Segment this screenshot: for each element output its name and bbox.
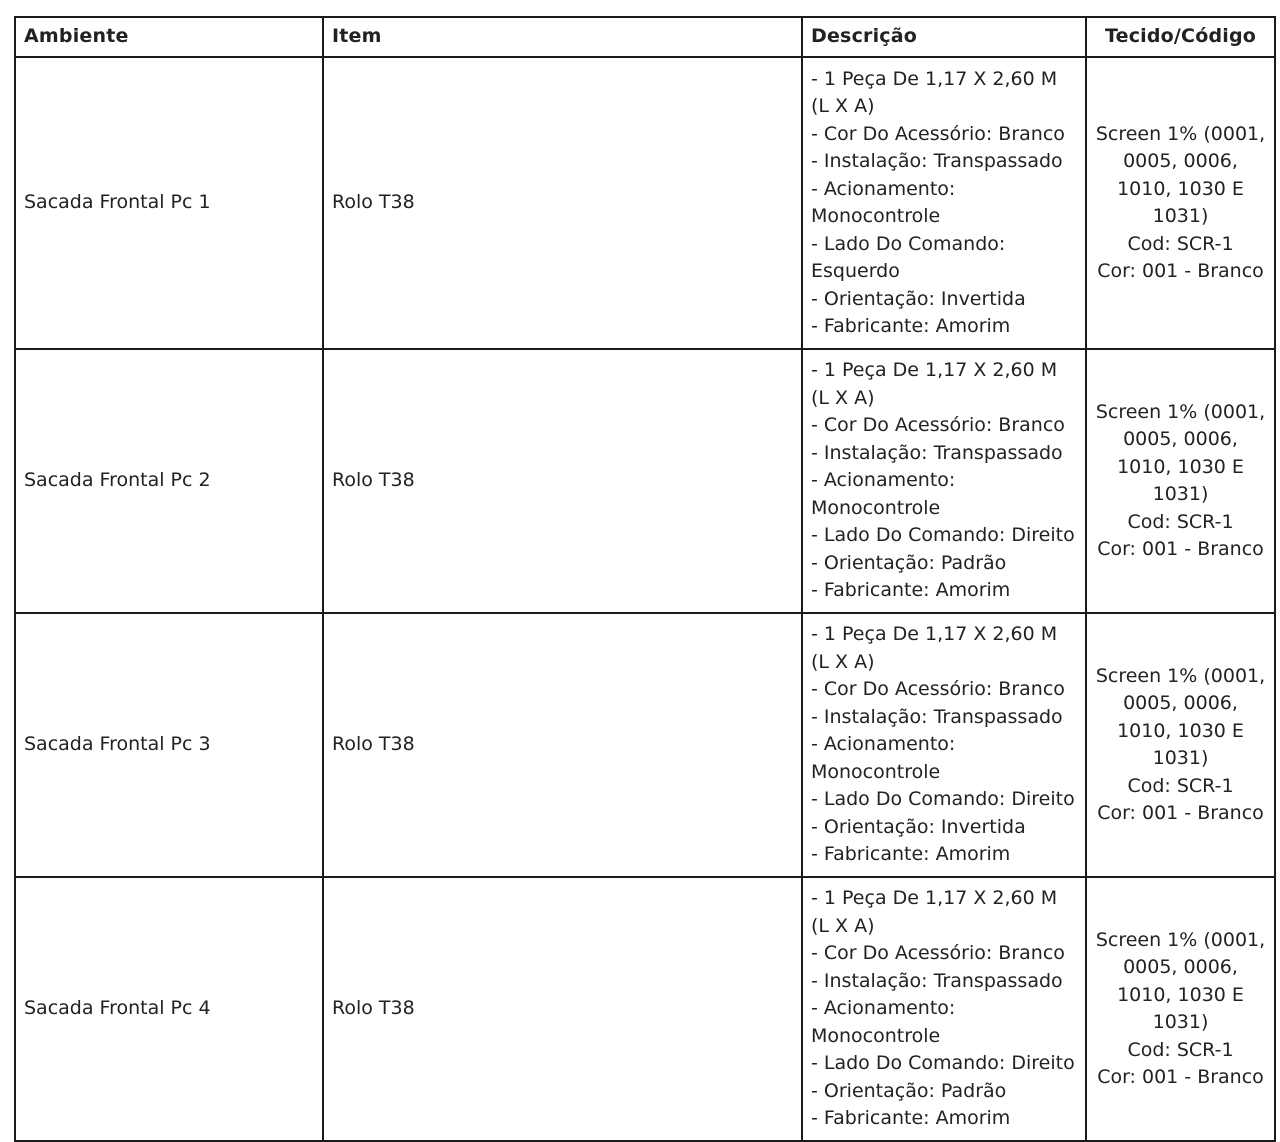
header-item: Item [323, 17, 802, 57]
fabric-color: Cor: 001 - Branco [1097, 802, 1264, 824]
description-list [811, 357, 1077, 605]
header-ambiente: Ambiente [15, 17, 323, 57]
description-line: - Acionamento: Monocontrole [811, 469, 956, 519]
cell-ambiente: Sacada Frontal Pc 2 [15, 349, 323, 613]
cell-descricao [802, 613, 1086, 877]
description-line: - Fabricante: Amorim [811, 315, 1011, 337]
description-list [811, 66, 1077, 341]
fabric-color: Cor: 001 - Branco [1097, 1066, 1264, 1088]
description-line: - Cor Do Acessório: Branco [811, 414, 1065, 437]
description-line: - 1 Peça De 1,17 X 2,60 M (L X A) [811, 67, 1058, 117]
table-row [15, 877, 1275, 1141]
description-line: - Instalação: Transpassado [811, 441, 1063, 464]
cell-tecido-codigo [1086, 349, 1275, 613]
fabric-name: Screen 1% (0001, 0005, 0006, 1010, 1030 E 1031) [1095, 928, 1266, 1033]
cell-ambiente: Sacada Frontal Pc 1 [15, 57, 323, 349]
cell-item: Rolo T38 [323, 57, 802, 349]
cell-tecido-codigo [1086, 613, 1275, 877]
description-line: - Lado Do Comando: Direito [811, 1052, 1075, 1075]
fabric-color: Cor: 001 - Branco [1097, 538, 1264, 560]
description-line: - Orientação: Padrão [811, 551, 1007, 574]
description-line: - Fabricante: Amorim [811, 579, 1011, 602]
fabric-code: Cod: SCR-1 [1127, 1038, 1234, 1061]
description-line: - Cor Do Acessório: Branco [811, 942, 1065, 965]
description-line: - Orientação: Padrão [811, 1079, 1007, 1102]
description-line: - Orientação: Invertida [811, 815, 1026, 838]
description-line: - 1 Peça De 1,17 X 2,60 M (L X A) [811, 623, 1058, 673]
description-line: - Lado Do Comando: Direito [811, 788, 1075, 811]
cell-descricao [802, 877, 1086, 1141]
description-list [811, 885, 1077, 1133]
order-items-table [14, 16, 1276, 1142]
cell-item: Rolo T38 [323, 877, 802, 1141]
cell-item: Rolo T38 [323, 613, 802, 877]
table-row [15, 613, 1275, 877]
description-line: - Acionamento: Monocontrole [811, 733, 956, 783]
description-line: - Lado Do Comando: Direito [811, 524, 1075, 547]
cell-descricao [802, 349, 1086, 613]
table-header-row [15, 17, 1275, 57]
header-descricao: Descrição [802, 17, 1086, 57]
cell-descricao [802, 57, 1086, 349]
fabric-color: Cor: 001 - Branco [1097, 260, 1264, 282]
cell-tecido-codigo [1086, 57, 1275, 349]
description-line: - Fabricante: Amorim [811, 1107, 1011, 1130]
fabric-name: Screen 1% (0001, 0005, 0006, 1010, 1030 E 1031) [1095, 122, 1266, 227]
description-line: - Fabricante: Amorim [811, 843, 1011, 866]
description-line: - Instalação: Transpassado [811, 705, 1063, 728]
header-tecido-codigo: Tecido/Código [1086, 17, 1275, 57]
description-line: - Cor Do Acessório: Branco [811, 678, 1065, 701]
fabric-code: Cod: SCR-1 [1127, 510, 1234, 533]
description-line: - 1 Peça De 1,17 X 2,60 M (L X A) [811, 359, 1058, 409]
cell-tecido-codigo [1086, 877, 1275, 1141]
fabric-code: Cod: SCR-1 [1127, 232, 1234, 255]
fabric-name: Screen 1% (0001, 0005, 0006, 1010, 1030 E 1031) [1095, 664, 1266, 769]
description-list [811, 621, 1077, 869]
cell-ambiente: Sacada Frontal Pc 3 [15, 613, 323, 877]
fabric-name: Screen 1% (0001, 0005, 0006, 1010, 1030 E 1031) [1095, 400, 1266, 505]
cell-item: Rolo T38 [323, 349, 802, 613]
cell-ambiente: Sacada Frontal Pc 4 [15, 877, 323, 1141]
description-line: - Orientação: Invertida [811, 287, 1026, 310]
description-line: - Lado Do Comando: Esquerdo [811, 232, 1006, 282]
table-row [15, 57, 1275, 349]
description-line: - Acionamento: Monocontrole [811, 997, 956, 1047]
description-line: - Instalação: Transpassado [811, 969, 1063, 992]
table-row [15, 349, 1275, 613]
fabric-code: Cod: SCR-1 [1127, 774, 1234, 797]
description-line: - 1 Peça De 1,17 X 2,60 M (L X A) [811, 887, 1058, 937]
description-line: - Instalação: Transpassado [811, 150, 1063, 172]
order-table-container [14, 16, 1276, 1142]
description-line: - Cor Do Acessório: Branco [811, 122, 1065, 145]
description-line: - Acionamento: Monocontrole [811, 177, 956, 227]
